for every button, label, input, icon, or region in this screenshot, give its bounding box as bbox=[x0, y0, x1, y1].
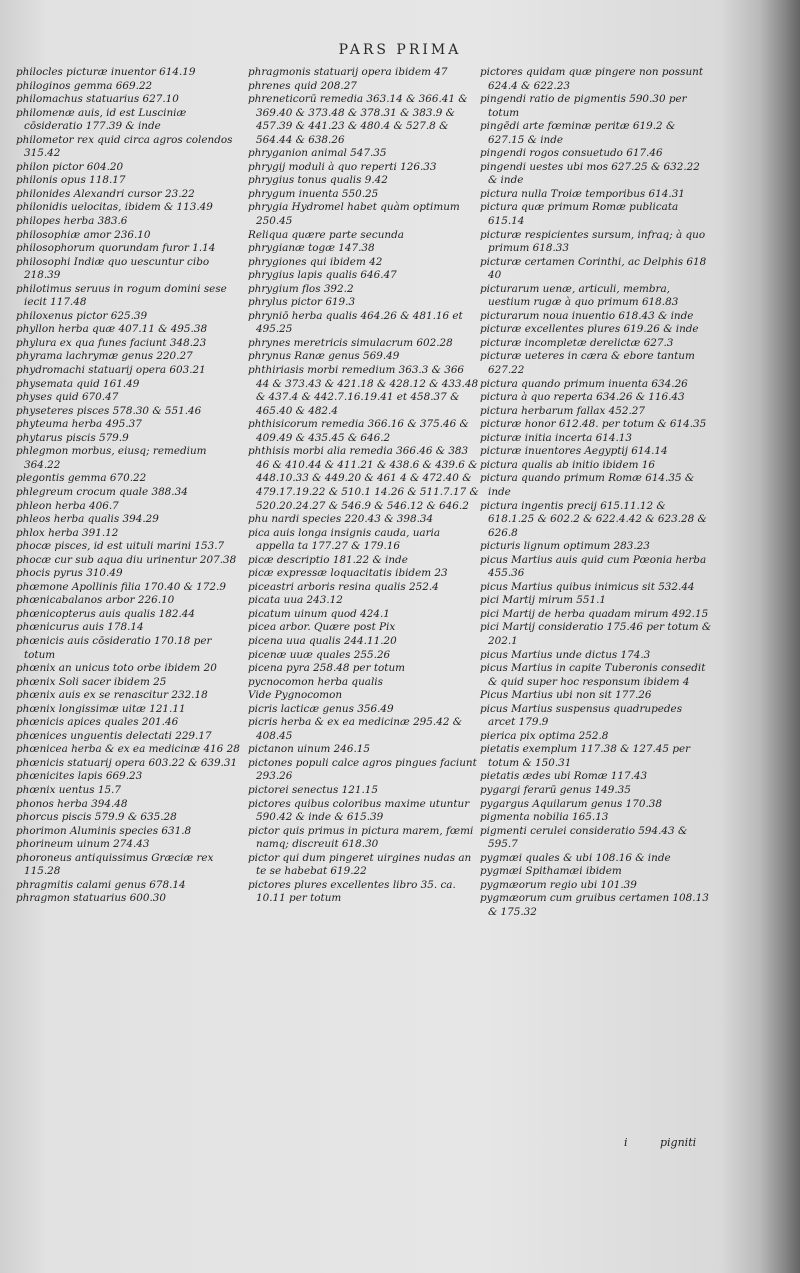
index-entry: pygmæorum regio ubi 101.39 bbox=[480, 878, 637, 891]
index-entry: phlegmon morbus, eiusq; remedium 364.22 bbox=[16, 445, 207, 471]
index-entry: pictura quando primum inuenta 634.26 bbox=[480, 377, 688, 390]
index-entry: phytarus piscis 579.9 bbox=[16, 431, 129, 444]
index-entry: phlegreum crocum quale 388.34 bbox=[16, 485, 188, 498]
index-entry: picturæ honor 612.48. per totum & 614.35 bbox=[480, 418, 707, 431]
index-entry: pictorei senectus 121.15 bbox=[248, 783, 378, 796]
index-entry: pingēdi arte fœminæ peritæ 619.2 & 627.15 & inde bbox=[480, 120, 676, 146]
index-entry: plegontis gemma 670.22 bbox=[16, 472, 147, 485]
index-entry: phocis pyrus 310.49 bbox=[16, 567, 123, 580]
index-entry: phrylus pictor 619.3 bbox=[248, 296, 356, 309]
index-entry: phocæ cur sub aqua diu urinentur 207.38 bbox=[16, 553, 237, 566]
index-entry: phœnicis auis cōsideratio 170.18 per totum bbox=[16, 634, 212, 661]
index-entry: phœnix longissimæ uitæ 121.11 bbox=[16, 702, 186, 715]
index-entry: picturis lignum optimum 283.23 bbox=[480, 540, 650, 553]
index-entry: philometor rex quid circa agros colendos 315.42 bbox=[16, 133, 233, 160]
index-entry: picturæ certamen Corinthi, ac Delphis 618 40 bbox=[480, 255, 707, 282]
index-entry: phœmone Apollinis filia 170.40 & 172.9 bbox=[16, 580, 226, 593]
index-entry: pygmæi quales & ubi 108.16 & inde bbox=[480, 851, 671, 864]
index-entry: picturæ respicientes sursum, infraq; à quo primum 618.33 bbox=[480, 228, 706, 255]
running-head: PARS PRIMA bbox=[338, 42, 462, 58]
index-entry: pictores plures excellentes libro 35. ca. 10.11 per totum bbox=[248, 878, 456, 905]
index-entry: phyrama lachrymæ genus 220.27 bbox=[16, 350, 193, 363]
index-entry: pierica pix optima 252.8 bbox=[480, 729, 609, 742]
index-entry: phorcus piscis 579.9 & 635.28 bbox=[16, 811, 177, 824]
index-entry: pictanon uinum 246.15 bbox=[248, 743, 371, 756]
index-entry: picata uua 243.12 bbox=[248, 594, 343, 607]
index-entry: Vide Pygnocomon bbox=[248, 689, 343, 702]
index-entry: philonis opus 118.17 bbox=[16, 174, 126, 187]
index-entry: picus Martius auis quid cum Pœonia herba 455.36 bbox=[480, 553, 707, 580]
index-entry: picris lacticæ genus 356.49 bbox=[248, 702, 394, 715]
index-entry: picturæ incompletæ derelictæ 627.3 bbox=[480, 336, 674, 349]
index-entry: picturarum uenæ, articuli, membra, uestium rugæ à quo primum 618.83 bbox=[480, 282, 679, 309]
index-entry: phœnix auis ex se renascitur 232.18 bbox=[16, 689, 208, 702]
index-entry: philopes herba 383.6 bbox=[16, 215, 128, 228]
index-entry: philomachus statuarius 627.10 bbox=[16, 93, 179, 106]
index-entry: phœnicabalanos arbor 226.10 bbox=[16, 594, 175, 607]
index-entry: philon pictor 604.20 bbox=[16, 160, 124, 173]
index-entry: phu nardi species 220.43 & 398.34 bbox=[248, 513, 434, 526]
index-entry: phrenes quid 208.27 bbox=[248, 79, 357, 92]
index-entry: phœnicopterus auis qualis 182.44 bbox=[16, 607, 196, 620]
index-entry: physeteres pisces 578.30 & 551.46 bbox=[16, 404, 202, 417]
index-entry: pici Martij consideratio 175.46 per totum & 202.1 bbox=[480, 621, 712, 647]
index-entry: phorimon Aluminis species 631.8 bbox=[16, 824, 192, 837]
index-entry: phonos herba 394.48 bbox=[16, 797, 128, 810]
index-entry: phœnicis apices quales 201.46 bbox=[16, 716, 179, 729]
index-entry: phleos herba qualis 394.29 bbox=[16, 513, 159, 526]
index-entry: philoxenus pictor 625.39 bbox=[16, 309, 148, 322]
index-entry: Reliqua quære parte secunda bbox=[248, 228, 404, 241]
index-entry: picturarum noua inuentio 618.43 & inde bbox=[480, 309, 694, 322]
index-entry: phœnices unguentis delectati 229.17 bbox=[16, 729, 212, 742]
index-entry: phocæ pisces, id est uituli marini 153.7 bbox=[16, 540, 225, 553]
index-entry: phyllon herba quæ 407.11 & 495.38 bbox=[16, 323, 208, 336]
index-entry: physes quid 670.47 bbox=[16, 391, 119, 404]
index-entry: phylura ex qua funes faciunt 348.23 bbox=[16, 336, 207, 349]
index-entry: picturæ excellentes plures 619.26 & inde bbox=[480, 323, 699, 336]
index-entry: picris herba & ex ea medicinæ 295.42 & 408.45 bbox=[248, 716, 462, 742]
index-entry: pictura à quo reperta 634.26 & 116.43 bbox=[480, 391, 685, 404]
index-entry: phragmon statuarius 600.30 bbox=[16, 892, 166, 905]
index-entry: phœnicea herba & ex ea medicinæ 416 28 bbox=[16, 743, 240, 756]
index-entry: phœnicurus auis 178.14 bbox=[16, 621, 144, 634]
index-entry: phthiriasis morbi remedium 363.3 & 366 44 & 373.43 & 421.18 & 428.12 & 433.48 & 437.4 & 442.7.16.19.41 et 458.37 & 465.40 & 482.4 bbox=[248, 364, 479, 417]
index-entry: pycnocomon herba qualis bbox=[248, 675, 383, 688]
index-entry: phrygia Hydromel habet quàm optimum 250.45 bbox=[248, 201, 460, 228]
index-entry: picus Martius suspensus quadrupedes arcet 179.9 bbox=[480, 702, 683, 729]
catchword: pigniti bbox=[660, 1136, 697, 1149]
index-entry: pietatis ædes ubi Romæ 117.43 bbox=[480, 770, 648, 783]
index-entry: pietatis exemplum 117.38 & 127.45 per totum & 150.31 bbox=[480, 743, 691, 769]
index-entry: picena pyra 258.48 per totum bbox=[248, 662, 406, 675]
index-entry: pica auis longa insignis cauda, uaria appella ta 177.27 & 179.16 bbox=[248, 526, 441, 553]
index-entry: philonidis uelocitas, ibidem & 113.49 bbox=[16, 201, 213, 214]
index-entry: philocles picturæ inuentor 614.19 bbox=[16, 66, 196, 78]
index-entry: picæ descriptio 181.22 & inde bbox=[248, 553, 408, 566]
index-entry: philoginos gemma 669.22 bbox=[16, 79, 153, 92]
index-entry: phœnicites lapis 669.23 bbox=[16, 770, 143, 783]
index-entry: philosophorum quorundam furor 1.14 bbox=[16, 242, 216, 255]
index-entry: picenæ uuæ quales 255.26 bbox=[248, 648, 391, 661]
index-entry: phthisicorum remedia 366.16 & 375.46 & 409.49 & 435.45 & 646.2 bbox=[248, 418, 469, 444]
index-entry: physemata quid 161.49 bbox=[16, 377, 140, 390]
index-entry: phorineum uinum 274.43 bbox=[16, 838, 150, 851]
index-entry: picea arbor. Quære post Pix bbox=[248, 621, 396, 634]
index-entry: phlox herba 391.12 bbox=[16, 526, 119, 539]
index-entry: phrynus Ranæ genus 569.49 bbox=[248, 350, 400, 363]
index-entry: picturæ initia incerta 614.13 bbox=[480, 431, 633, 444]
index-entry: phrygij moduli à quo reperti 126.33 bbox=[248, 160, 437, 173]
index-entry: phthisis morbi alia remedia 366.46 & 383 46 & 410.44 & 411.21 & 438.6 & 439.6 & 448.10.33 & 449.20 & 461 4 & 472.40 & 479.17.19.22 & 510.1 14.26 & 511.7.17 & 520.20.24.27 & 546.9 & 546.12 & 646.2 bbox=[248, 445, 479, 512]
index-entry: phrygius lapis qualis 646.47 bbox=[248, 269, 397, 282]
index-entry: phœnix uentus 15.7 bbox=[16, 783, 121, 796]
index-entry: phœnix an unicus toto orbe ibidem 20 bbox=[16, 662, 217, 675]
signature-mark: i bbox=[624, 1136, 628, 1149]
index-entry: philosophi Indiæ quo uescuntur cibo 218.39 bbox=[16, 255, 210, 282]
index-entry: piceastri arboris resina qualis 252.4 bbox=[248, 580, 439, 593]
index-entry: phrygium flos 392.2 bbox=[248, 282, 354, 295]
index-entry: pictura quando primum Romæ 614.35 & inde bbox=[480, 472, 695, 498]
index-entry: phœnicis statuarij opera 603.22 & 639.31 bbox=[16, 756, 238, 769]
index-entry: pictor qui dum pingeret uirgines nudas an te se habebat 619.22 bbox=[248, 851, 472, 878]
index-entry: pigmenta nobilia 165.13 bbox=[480, 811, 609, 824]
index-entry: phrygianæ togæ 147.38 bbox=[248, 242, 375, 255]
index-entry: phœnix Soli sacer ibidem 25 bbox=[16, 675, 167, 688]
index-entry: pictor quis primus in pictura marem, fœmi namq; discreuit 618.30 bbox=[248, 824, 474, 851]
index-column-3 bbox=[480, 66, 712, 919]
index-column-2 bbox=[248, 66, 480, 906]
index-entry: phrygius tonus qualis 9.42 bbox=[248, 174, 388, 187]
page-edge-shadow bbox=[760, 0, 800, 1273]
index-entry: phyteuma herba 495.37 bbox=[16, 418, 142, 431]
index-entry: phoroneus antiquissimus Græciæ rex 115.28 bbox=[16, 851, 214, 878]
index-entry: philosophiæ amor 236.10 bbox=[16, 228, 151, 241]
index-entry: pygmæorum cum gruibus certamen 108.13 & 175.32 bbox=[480, 892, 709, 918]
index-entry: pygmæi Spithamæi ibidem bbox=[480, 865, 622, 878]
index-entry: pingendi rogos consuetudo 617.46 bbox=[480, 147, 663, 160]
index-entry: picena uua qualis 244.11.20 bbox=[248, 634, 397, 647]
index-entry: phleon herba 406.7 bbox=[16, 499, 119, 512]
index-entry: picus Martius unde dictus 174.3 bbox=[480, 648, 651, 661]
index-entry: pictura herbarum fallax 452.27 bbox=[480, 404, 645, 417]
index-entry: pygargus Aquilarum genus 170.38 bbox=[480, 797, 662, 810]
index-entry: picus Martius in capite Tuberonis consedit & quid super hoc responsum ibidem 4 bbox=[480, 662, 706, 688]
index-entry: pictores quibus coloribus maxime utuntur 590.42 & inde & 615.39 bbox=[248, 797, 470, 824]
index-entry: philonides Alexandri cursor 23.22 bbox=[16, 187, 195, 200]
index-entry: philotimus seruus in rogum domini sese iecit 117.48 bbox=[16, 282, 227, 309]
index-entry: pici Martij mirum 551.1 bbox=[480, 594, 606, 607]
index-entry: phrygum inuenta 550.25 bbox=[248, 187, 379, 200]
index-column-1 bbox=[16, 66, 241, 906]
index-entry: picatum uinum quod 424.1 bbox=[248, 607, 390, 620]
index-entry: picturæ inuentores Aegyptij 614.14 bbox=[480, 445, 668, 458]
index-entry: pictura qualis ab initio ibidem 16 bbox=[480, 458, 655, 471]
index-entry: phragmitis calami genus 678.14 bbox=[16, 878, 186, 891]
index-entry: phryniō herba qualis 464.26 & 481.16 et 495.25 bbox=[248, 309, 463, 336]
index-entry: picæ expressæ loquacitatis ibidem 23 bbox=[248, 567, 448, 580]
index-entry: phryganion animal 547.35 bbox=[248, 147, 387, 160]
index-entry: pictura ingentis precij 615.11.12 & 618.1.25 & 602.2 & 622.4.42 & 623.28 & 626.8 bbox=[480, 499, 707, 539]
index-entry: phydromachi statuarij opera 603.21 bbox=[16, 364, 206, 377]
index-entry: phragmonis statuarij opera ibidem 47 bbox=[248, 66, 448, 78]
index-entry: pingendi ratio de pigmentis 590.30 per totum bbox=[480, 93, 687, 119]
index-entry: pictones populi calce agros pingues faciunt 293.26 bbox=[248, 756, 477, 783]
index-entry: phrygiones qui ibidem 42 bbox=[248, 255, 383, 268]
index-entry: pigmenti cerulei consideratio 594.43 & 595.7 bbox=[480, 824, 688, 851]
index-entry: pictura nulla Troiæ temporibus 614.31 bbox=[480, 187, 685, 200]
index-entry: phreneticorū remedia 363.14 & 366.41 & 369.40 & 373.48 & 378.31 & 383.9 & 457.39 & 441.23 & 480.4 & 527.8 & 564.44 & 638.26 bbox=[248, 93, 468, 146]
index-entry: picus Martius quibus inimicus sit 532.44 bbox=[480, 580, 695, 593]
index-entry: picturæ ueteres in cæra & ebore tantum 627.22 bbox=[480, 350, 695, 377]
index-entry: pici Martij de herba quadam mirum 492.15 bbox=[480, 607, 709, 620]
index-entry: pygargi ferarū genus 149.35 bbox=[480, 783, 631, 796]
index-entry: Picus Martius ubi non sit 177.26 bbox=[480, 689, 652, 702]
index-entry: pictores quidam quæ pingere non possunt 624.4 & 622.23 bbox=[480, 66, 704, 92]
index-entry: philomenæ auis, id est Lusciniæ cōsideratio 177.39 & inde bbox=[16, 106, 187, 133]
index-entry: pictura quæ primum Romæ publicata 615.14 bbox=[480, 201, 679, 228]
index-entry: pingendi uestes ubi mos 627.25 & 632.22 & inde bbox=[480, 160, 700, 187]
index-entry: phrynes meretricis simulacrum 602.28 bbox=[248, 336, 453, 349]
